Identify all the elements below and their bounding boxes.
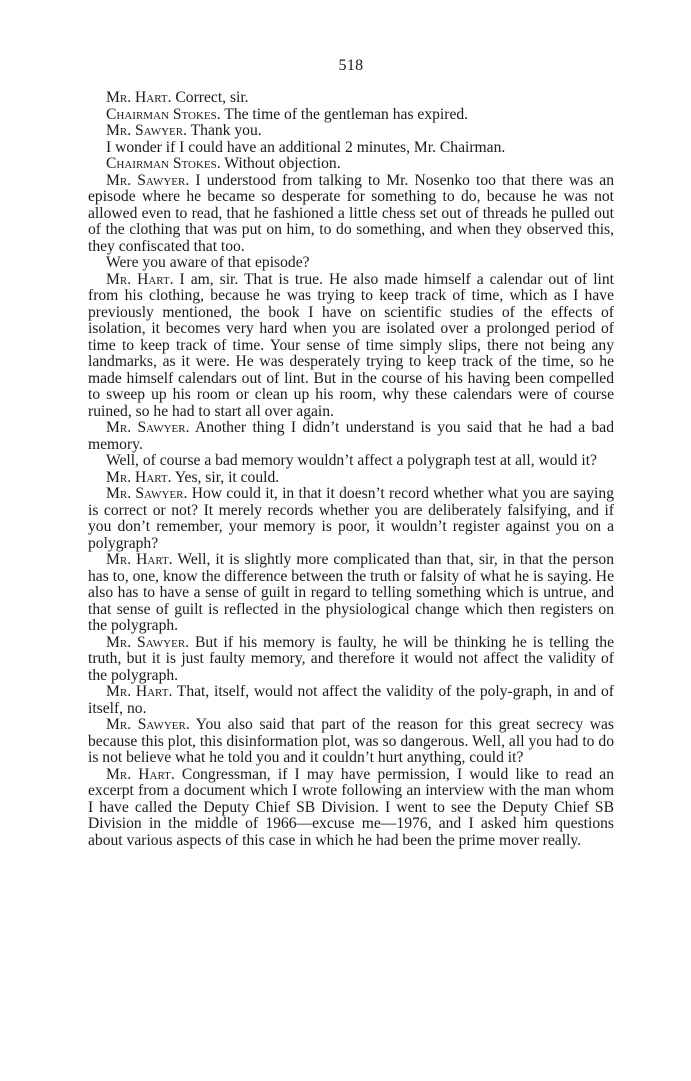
transcript-paragraph [88,684,614,717]
paragraph-text: I wonder if I could have an additional 2 minutes, Mr. Chairman. [106,138,506,156]
transcript-paragraph [88,255,614,272]
speaker-name: Mr. Sawyer. [106,485,188,502]
paragraph-text: Another thing I didn’t understand is you said that he had a bad memory. [88,419,614,453]
paragraph-text: I understood from talking to Mr. Nosenko too that there was an episode where he became so desperate for something to do, because he was not allowed even to read, that he fashioned a little chess set out of threads he pulled out of the clothing that was put on him, to do something, and when they observed this, they confiscated that too. [88,171,615,255]
transcript-paragraph [88,156,614,173]
document-page [88,56,614,849]
paragraph-text: You also said that part of the reason for this great secrecy was because this plot, this disinformation plot, was so dangerous. Well, all you had to do is not believe what he told you and it couldn’t hurt anything, could it? [88,716,615,766]
paragraph-text: Yes, sir, it could. [171,468,280,486]
speaker-name: Mr. Hart. [106,270,174,288]
speaker-name: Mr. Sawyer. [106,419,190,436]
transcript-paragraph [88,635,614,685]
paragraph-text: How could it, in that it doesn’t record whether what you are saying is correct or not? It merely records whether you are deliberately falsifying, and if you don’t remember, your memory is poor, it wouldn’t register against you on a polygraph? [88,485,614,552]
speaker-name: Mr. Hart. [106,683,173,700]
speaker-name: Mr. Hart. [106,551,173,568]
speaker-name: Mr. Sawyer. [106,171,190,189]
paragraph-text: Well, of course a bad memory wouldn’t affect a polygraph test at all, would it? [106,452,597,469]
speaker-name: Mr. Sawyer. [106,633,190,651]
transcript-paragraph [88,470,614,487]
speaker-name: Mr. Sawyer. [106,122,188,139]
transcript-paragraph [88,90,614,107]
transcript-paragraph [88,486,614,552]
paragraph-text: Without objection. [220,155,341,172]
paragraph-text: Congressman, if I may have permission, I would like to read an excerpt from a document which I wrote following an interview with the man whom I have called the Deputy Chief SB Division. I went to see the Deputy Chief SB Division in the middle of 1966—excuse me—1976, and I asked him questions about various aspects of this case in which he had been the prime mover really. [88,765,614,849]
speaker-name: Mr. Hart. [106,765,175,783]
transcript-paragraph [88,123,614,140]
transcript-paragraph [88,552,614,635]
paragraph-text: Correct, sir. [171,89,249,106]
paragraph-text: The time of the gentleman has expired. [220,105,469,123]
paragraph-text: Were you aware of that episode? [106,254,310,271]
speaker-name: Mr. Sawyer. [106,716,190,733]
transcript-paragraph [88,272,614,421]
speaker-name: Mr. Hart. [106,468,172,486]
speaker-name: Chairman Stokes. [106,105,221,123]
paragraph-text: But if his memory is faulty, he will be thinking he is telling the truth, but it is just faulty memory, and therefore it would not affect the validity of the polygraph. [88,633,614,684]
speaker-name: Chairman Stokes. [106,155,221,172]
paragraph-text: That, itself, would not affect the validity of the poly-graph, in and of itself, no. [88,683,615,717]
page-number: 518 [338,57,364,74]
transcript-paragraph [88,140,614,157]
transcript-paragraph [88,420,614,453]
paragraph-text: Well, it is slightly more complicated than that, sir, in that the person has to, one, know the difference between the truth or falsity of what he is saying. He also has to have a sense of guilt in regard to telling something which is untrue, and that sense of guilt is reflected in the physiological change which then registers on the polygraph. [88,551,614,634]
transcript-paragraph [88,717,614,767]
transcript-body [88,90,614,849]
transcript-paragraph [88,107,614,124]
paragraph-text: Thank you. [187,122,262,139]
transcript-paragraph [88,767,614,850]
paragraph-text: I am, sir. That is true. He also made himself a calendar out of lint from his clothing, because he was trying to keep track of time, which as I have previously mentioned, the book I have on scientific studies of the effects of isolation, it becomes very hard when you are isolated over a prolonged period of time to keep track of time. Your sense of time simply slips, there not being any landmarks, as it were. He was desperately trying to keep track of the time, so he made himself calendars out of lint. But in the course of his having been compelled to sweep up his room or clean up his room, why these calendars were of course ruined, so he had to start all over again. [88,270,614,420]
transcript-paragraph [88,173,614,256]
transcript-paragraph [88,453,614,470]
speaker-name: Mr. Hart. [106,89,172,106]
